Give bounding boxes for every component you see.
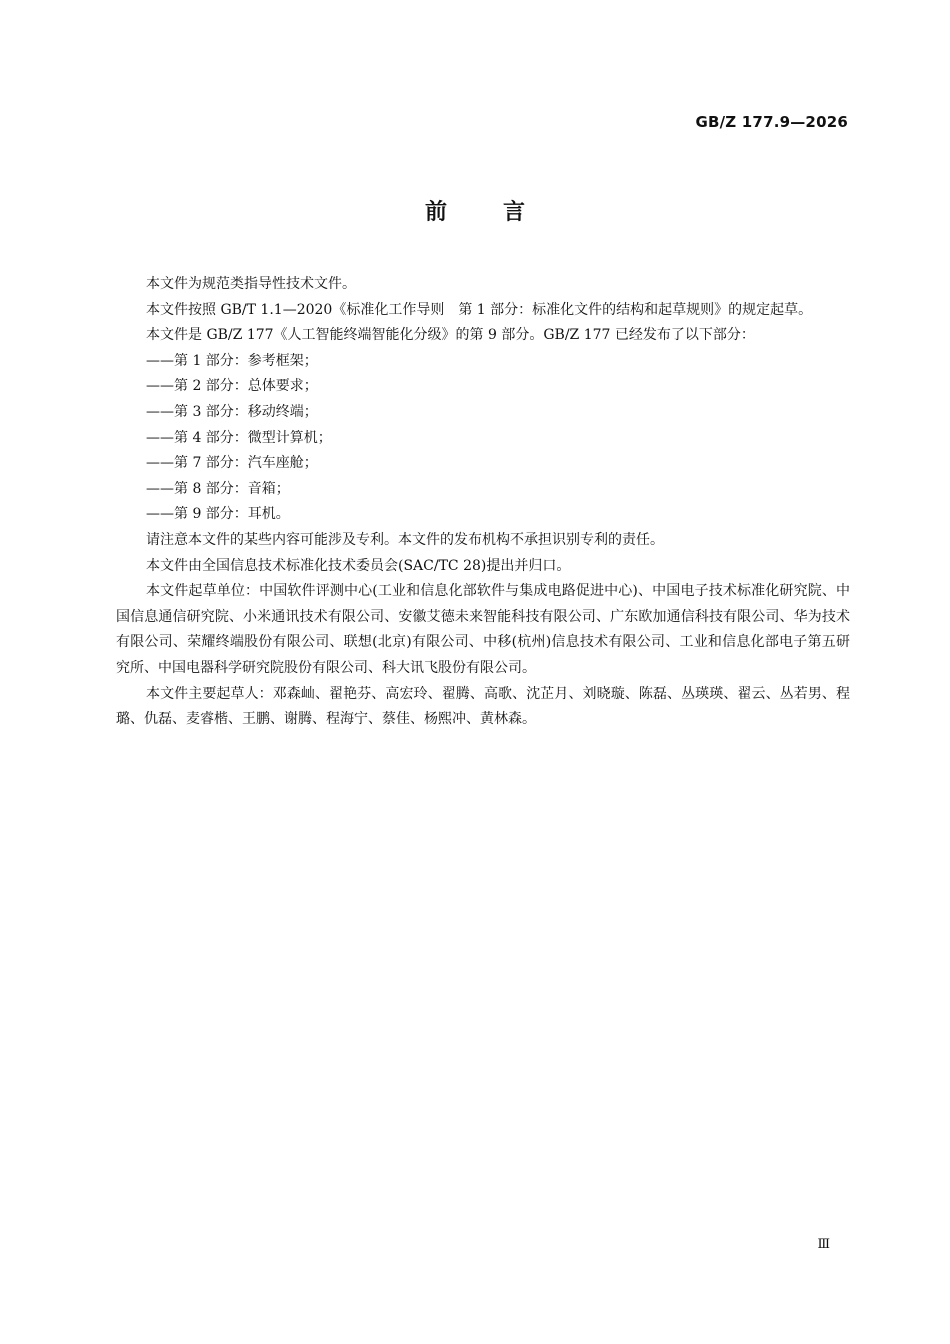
- page-title: 前言: [424, 200, 581, 225]
- standard-number: GB/Z 177.9—2026: [695, 113, 848, 131]
- paragraph-drafting-units: 本文件起草单位：中国软件评测中心(工业和信息化部软件与集成电路促进中心)、中国电子技术标准化研究院、中国信息通信研究院、小米通讯技术有限公司、安徽艾德未来智能科技有限公司、广东欧加通信科技有限公司、华为技术有限公司、荣耀终端股份有限公司、联想(北京)有限公司、中移(杭州)信息技术有限公司、工业和信息化部电子第五研究所、中国电器科学研究院股份有限公司、科大讯飞股份有限公司。: [116, 583, 850, 676]
- list-item-part-2: ——第 2 部分：总体要求；: [146, 378, 318, 395]
- list-item-part-4: ——第 4 部分：微型计算机；: [146, 429, 332, 446]
- page-number: Ⅲ: [817, 1237, 830, 1252]
- preface-body: [116, 272, 850, 733]
- paragraph-series-info: 本文件是 GB/Z 177《人工智能终端智能化分级》的第 9 部分。GB/Z 177 已经发布了以下部分：: [146, 327, 755, 344]
- list-item-part-8: ——第 8 部分：音箱；: [146, 480, 290, 497]
- list-item-part-7: ——第 7 部分：汽车座舱；: [146, 455, 318, 472]
- list-item-part-9: ——第 9 部分：耳机。: [146, 506, 290, 523]
- paragraph-drafting-rules: 本文件按照 GB/T 1.1—2020《标准化工作导则 第 1 部分：标准化文件的结构和起草规则》的规定起草。: [146, 301, 813, 318]
- paragraph-drafters: 本文件主要起草人：邓森屾、翟艳芬、高宏玲、翟腾、高歌、沈芷月、刘晓璇、陈磊、丛瑛瑛、翟云、丛若男、程璐、仇磊、麦睿楷、王鹏、谢腾、程海宁、蔡佳、杨熙冲、黄林森。: [116, 685, 850, 728]
- list-item-part-3: ——第 3 部分：移动终端；: [146, 403, 318, 420]
- paragraph-document-type: 本文件为规范类指导性技术文件。: [146, 276, 356, 292]
- paragraph-patent-notice: 请注意本文件的某些内容可能涉及专利。本文件的发布机构不承担识别专利的责任。: [146, 531, 664, 548]
- paragraph-proposer: 本文件由全国信息技术标准化技术委员会(SAC/TC 28)提出并归口。: [146, 557, 571, 574]
- list-item-part-1: ——第 1 部分：参考框架；: [146, 352, 318, 369]
